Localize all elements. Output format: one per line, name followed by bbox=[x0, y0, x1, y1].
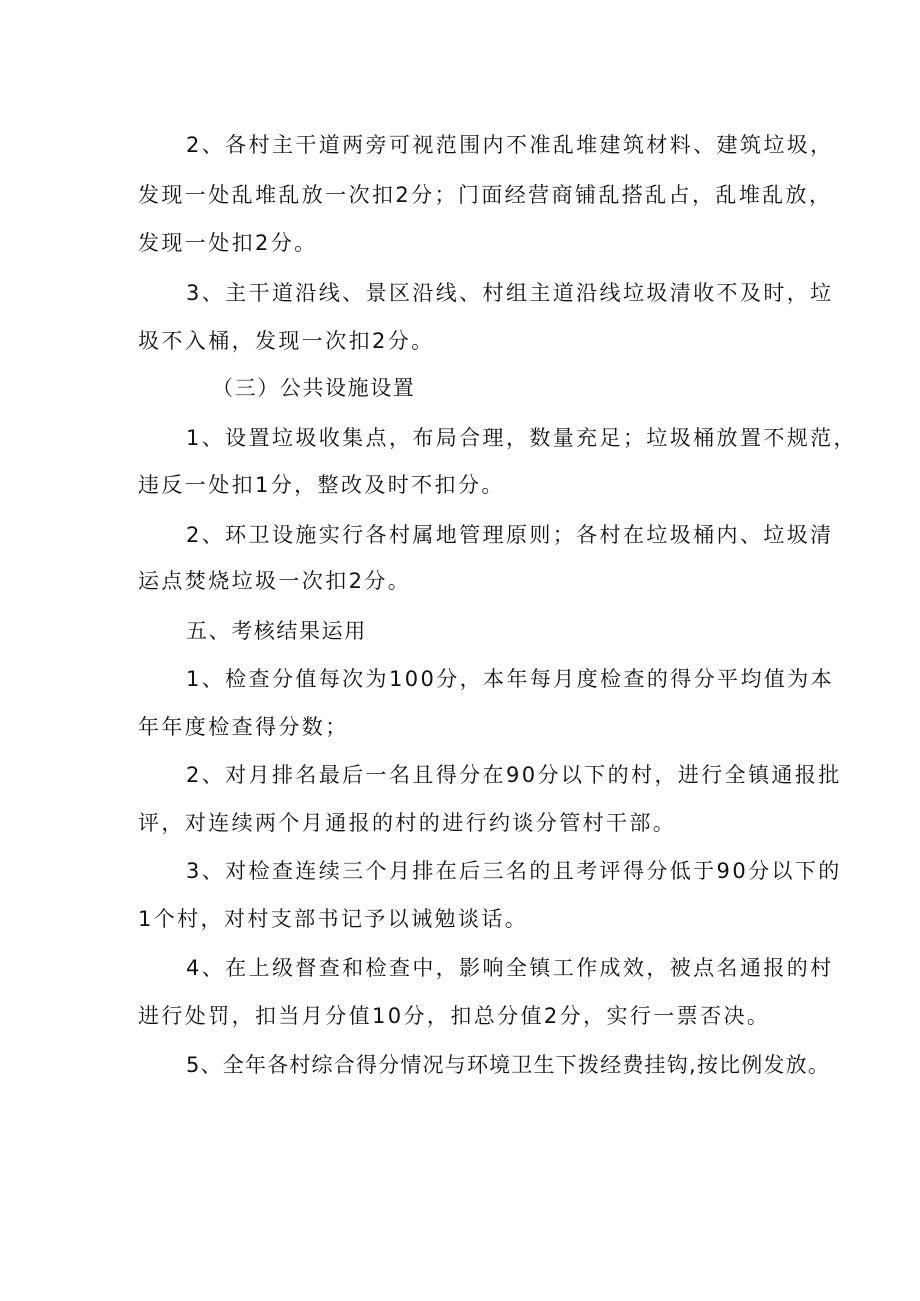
text-line: 1、设置垃圾收集点，布局合理，数量充足；垃圾桶放置不规范， bbox=[186, 426, 857, 450]
text-line: 年年度检查得分数； bbox=[138, 715, 349, 739]
text-line: 2、各村主干道两旁可视范围内不准乱堆建筑材料、建筑垃圾， bbox=[186, 133, 834, 157]
text-line: 2、环卫设施实行各村属地管理原则；各村在垃圾桶内、垃圾清 bbox=[186, 523, 834, 547]
text-line: 违反一处扣1分，整改及时不扣分。 bbox=[138, 473, 505, 497]
text-line: 2、对月排名最后一名且得分在90分以下的村，进行全镇通报批 bbox=[186, 763, 842, 787]
text-line: 1个村，对村支部书记予以诫勉谈话。 bbox=[138, 907, 529, 931]
text-line: 评，对连续两个月通报的村的进行约谈分管村干部。 bbox=[138, 811, 677, 835]
text-line: 圾不入桶，发现一次扣2分。 bbox=[138, 329, 435, 353]
text-line: 进行处罚，扣当月分值10分，扣总分值2分，实行一票否决。 bbox=[138, 1004, 771, 1028]
text-line: 发现一处扣2分。 bbox=[138, 231, 318, 255]
text-line: 3、对检查连续三个月排在后三名的且考评得分低于90分以下的 bbox=[186, 859, 842, 883]
text-line: 1、检查分值每次为100分，本年每月度检查的得分平均值为本 bbox=[186, 667, 835, 691]
text-line: 4、在上级督查和检查中，影响全镇工作成效，被点名通报的村 bbox=[186, 956, 834, 980]
section-heading: （三）公共设施设置 bbox=[212, 376, 416, 400]
text-line: 3、主干道沿线、景区沿线、村组主道沿线垃圾清收不及时，垃 bbox=[186, 281, 834, 305]
text-line: 发现一处乱堆乱放一次扣2分；门面经营商铺乱搭乱占，乱堆乱放， bbox=[138, 183, 833, 207]
text-line: 5、全年各村综合得分情况与环境卫生下拨经费挂钩,按比例发放。 bbox=[186, 1053, 831, 1077]
text-line: 运点焚烧垃圾一次扣2分。 bbox=[138, 569, 412, 593]
section-heading: 五、考核结果运用 bbox=[186, 619, 367, 643]
